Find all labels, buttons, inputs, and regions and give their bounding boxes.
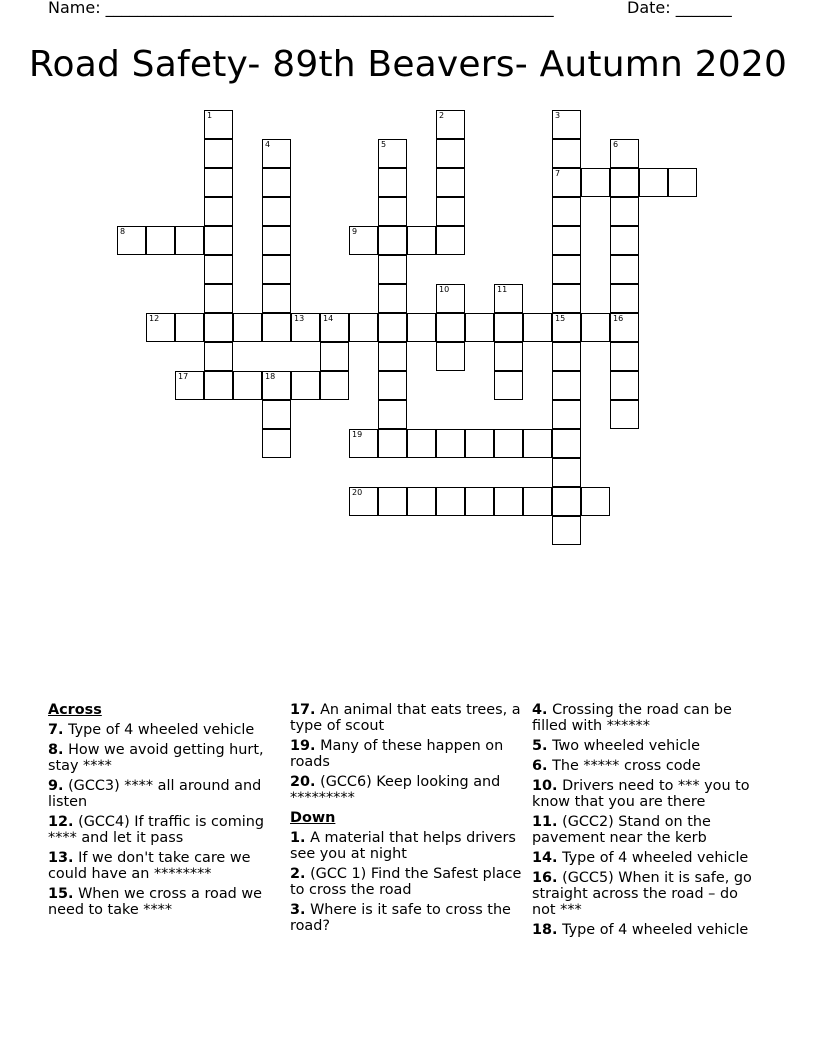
- clue-number: 10: [439, 285, 450, 294]
- grid-cell[interactable]: [407, 429, 436, 458]
- grid-cell[interactable]: [668, 168, 697, 197]
- grid-cell[interactable]: [552, 429, 581, 458]
- grid-cell[interactable]: [610, 255, 639, 284]
- across-heading: Across: [48, 702, 102, 718]
- grid-cell[interactable]: [494, 284, 523, 313]
- grid-cell[interactable]: [552, 284, 581, 313]
- down-clue: 6. The ***** cross code: [532, 758, 701, 774]
- grid-cell[interactable]: [436, 168, 465, 197]
- grid-cell[interactable]: [436, 226, 465, 255]
- clue-number: 9: [352, 227, 358, 236]
- grid-cell[interactable]: [349, 487, 378, 516]
- grid-cell[interactable]: [320, 313, 349, 342]
- across-clue: 7. Type of 4 wheeled vehicle: [48, 722, 255, 738]
- clue-number: 11: [497, 285, 508, 294]
- grid-cell[interactable]: [407, 313, 436, 342]
- grid-cell[interactable]: [436, 429, 465, 458]
- grid-cell[interactable]: [204, 226, 233, 255]
- grid-cell[interactable]: [320, 342, 349, 371]
- grid-cell[interactable]: [262, 197, 291, 226]
- clue-number: 14: [323, 314, 334, 323]
- grid-cell[interactable]: [378, 429, 407, 458]
- grid-cell[interactable]: [552, 255, 581, 284]
- grid-cell[interactable]: [262, 284, 291, 313]
- clue-number: 15: [555, 314, 566, 323]
- grid-cell[interactable]: [494, 342, 523, 371]
- grid-cell[interactable]: [204, 168, 233, 197]
- clue-number: 19: [352, 430, 363, 439]
- grid-cell[interactable]: [204, 255, 233, 284]
- down-clue: 11. (GCC2) Stand on the pavement near the kerb: [532, 814, 711, 846]
- grid-cell[interactable]: [552, 139, 581, 168]
- grid-cell[interactable]: [378, 197, 407, 226]
- down-clue: 16. (GCC5) When it is safe, go straight across the road – do not ***: [532, 870, 752, 918]
- grid-cell[interactable]: [610, 371, 639, 400]
- grid-cell[interactable]: [610, 400, 639, 429]
- grid-cell[interactable]: [436, 313, 465, 342]
- grid-cell[interactable]: [610, 226, 639, 255]
- grid-cell[interactable]: [436, 342, 465, 371]
- grid-cell[interactable]: [436, 487, 465, 516]
- grid-cell[interactable]: [581, 168, 610, 197]
- across-clue: 12. (GCC4) If traffic is coming **** and let it pass: [48, 814, 265, 846]
- grid-cell[interactable]: [349, 226, 378, 255]
- grid-cell[interactable]: [233, 313, 262, 342]
- grid-cell[interactable]: [262, 400, 291, 429]
- down-clue: 1. A material that helps drivers see you at night: [290, 830, 516, 862]
- clue-number: 17: [178, 372, 189, 381]
- grid-cell[interactable]: [320, 371, 349, 400]
- grid-cell[interactable]: [552, 516, 581, 545]
- grid-cell[interactable]: [262, 139, 291, 168]
- grid-cell[interactable]: [552, 371, 581, 400]
- clues-column-1: [48, 702, 280, 922]
- across-clue: 17. An animal that eats trees, a type of scout: [290, 702, 521, 734]
- grid-cell[interactable]: [204, 371, 233, 400]
- grid-cell[interactable]: [610, 342, 639, 371]
- grid-cell[interactable]: [610, 284, 639, 313]
- grid-cell[interactable]: [378, 255, 407, 284]
- clues-column-3: [532, 702, 764, 942]
- grid-cell[interactable]: [175, 371, 204, 400]
- grid-cell[interactable]: [204, 139, 233, 168]
- grid-cell[interactable]: [204, 284, 233, 313]
- grid-cell[interactable]: [581, 313, 610, 342]
- grid-cell[interactable]: [204, 197, 233, 226]
- down-clue: 5. Two wheeled vehicle: [532, 738, 701, 754]
- clue-number: 13: [294, 314, 305, 323]
- grid-cell[interactable]: [436, 197, 465, 226]
- grid-cell[interactable]: [175, 226, 204, 255]
- clue-number: 16: [613, 314, 624, 323]
- grid-cell[interactable]: [552, 400, 581, 429]
- grid-cell[interactable]: [552, 458, 581, 487]
- grid-cell[interactable]: [378, 226, 407, 255]
- clue-number: 6: [613, 140, 619, 149]
- grid-cell[interactable]: [552, 168, 581, 197]
- clue-number: 2: [439, 111, 445, 120]
- clue-number: 18: [265, 372, 276, 381]
- grid-cell[interactable]: [436, 139, 465, 168]
- grid-cell[interactable]: [407, 487, 436, 516]
- grid-cell[interactable]: [378, 139, 407, 168]
- grid-cell[interactable]: [378, 168, 407, 197]
- grid-cell[interactable]: [378, 342, 407, 371]
- grid-cell[interactable]: [378, 284, 407, 313]
- grid-cell[interactable]: [407, 226, 436, 255]
- grid-cell[interactable]: [378, 487, 407, 516]
- grid-cell[interactable]: [262, 168, 291, 197]
- grid-cell[interactable]: [610, 139, 639, 168]
- grid-cell[interactable]: [552, 197, 581, 226]
- grid-cell[interactable]: [465, 429, 494, 458]
- clue-number: 4: [265, 140, 271, 149]
- name-field-label[interactable]: Name: ________________________________________________________: [48, 0, 554, 17]
- grid-cell[interactable]: [552, 226, 581, 255]
- grid-cell[interactable]: [262, 255, 291, 284]
- grid-cell[interactable]: [204, 313, 233, 342]
- clue-number: 5: [381, 140, 387, 149]
- clue-number: 3: [555, 111, 561, 120]
- grid-cell[interactable]: [349, 313, 378, 342]
- grid-cell[interactable]: [291, 313, 320, 342]
- grid-cell[interactable]: [262, 313, 291, 342]
- grid-cell[interactable]: [262, 226, 291, 255]
- grid-cell[interactable]: [291, 371, 320, 400]
- grid-cell[interactable]: [494, 371, 523, 400]
- down-clue: 10. Drivers need to *** you to know that you are there: [532, 778, 750, 810]
- across-clue: 20. (GCC6) Keep looking and *********: [290, 774, 501, 806]
- grid-cell[interactable]: [204, 342, 233, 371]
- down-clue: 2. (GCC 1) Find the Safest place to cross the road: [290, 866, 522, 898]
- grid-cell[interactable]: [610, 168, 639, 197]
- grid-cell[interactable]: [465, 313, 494, 342]
- grid-cell[interactable]: [581, 487, 610, 516]
- grid-cell[interactable]: [523, 487, 552, 516]
- grid-cell[interactable]: [465, 487, 494, 516]
- grid-cell[interactable]: [610, 313, 639, 342]
- across-clue: 8. How we avoid getting hurt, stay ****: [48, 742, 264, 774]
- grid-cell[interactable]: [436, 284, 465, 313]
- page-title: Road Safety- 89th Beavers- Autumn 2020: [28, 44, 788, 85]
- down-clue: 14. Type of 4 wheeled vehicle: [532, 850, 749, 866]
- across-clue: 19. Many of these happen on roads: [290, 738, 504, 770]
- clues-column-2: [290, 702, 522, 938]
- grid-cell[interactable]: [349, 429, 378, 458]
- clue-number: 20: [352, 488, 363, 497]
- grid-cell[interactable]: [175, 313, 204, 342]
- down-clue: 4. Crossing the road can be filled with ******: [532, 702, 732, 734]
- grid-cell[interactable]: [262, 371, 291, 400]
- grid-cell[interactable]: [552, 313, 581, 342]
- grid-cell[interactable]: [117, 226, 146, 255]
- clue-number: 1: [207, 111, 213, 120]
- grid-cell[interactable]: [523, 313, 552, 342]
- grid-cell[interactable]: [610, 197, 639, 226]
- clue-number: 8: [120, 227, 126, 236]
- down-heading: Down: [290, 810, 336, 826]
- grid-cell[interactable]: [494, 429, 523, 458]
- grid-cell[interactable]: [146, 313, 175, 342]
- clue-number: 7: [555, 169, 561, 178]
- clue-number: 12: [149, 314, 160, 323]
- grid-cell[interactable]: [552, 487, 581, 516]
- grid-cell[interactable]: [552, 110, 581, 139]
- grid-cell[interactable]: [552, 342, 581, 371]
- grid-cell[interactable]: [378, 371, 407, 400]
- grid-cell[interactable]: [378, 400, 407, 429]
- across-clue: 9. (GCC3) **** all around and listen: [48, 778, 262, 810]
- grid-cell[interactable]: [262, 429, 291, 458]
- grid-cell[interactable]: [204, 110, 233, 139]
- grid-cell[interactable]: [378, 313, 407, 342]
- down-clue: 3. Where is it safe to cross the road?: [290, 902, 511, 934]
- grid-cell[interactable]: [523, 429, 552, 458]
- grid-cell[interactable]: [436, 110, 465, 139]
- across-clue: 13. If we don't take care we could have an ********: [48, 850, 251, 882]
- grid-cell[interactable]: [639, 168, 668, 197]
- grid-cell[interactable]: [494, 487, 523, 516]
- grid-cell[interactable]: [233, 371, 262, 400]
- across-clue: 15. When we cross a road we need to take ****: [48, 886, 263, 918]
- down-clue: 18. Type of 4 wheeled vehicle: [532, 922, 749, 938]
- grid-cell[interactable]: [494, 313, 523, 342]
- date-field-label[interactable]: Date: _______: [627, 0, 732, 17]
- grid-cell[interactable]: [146, 226, 175, 255]
